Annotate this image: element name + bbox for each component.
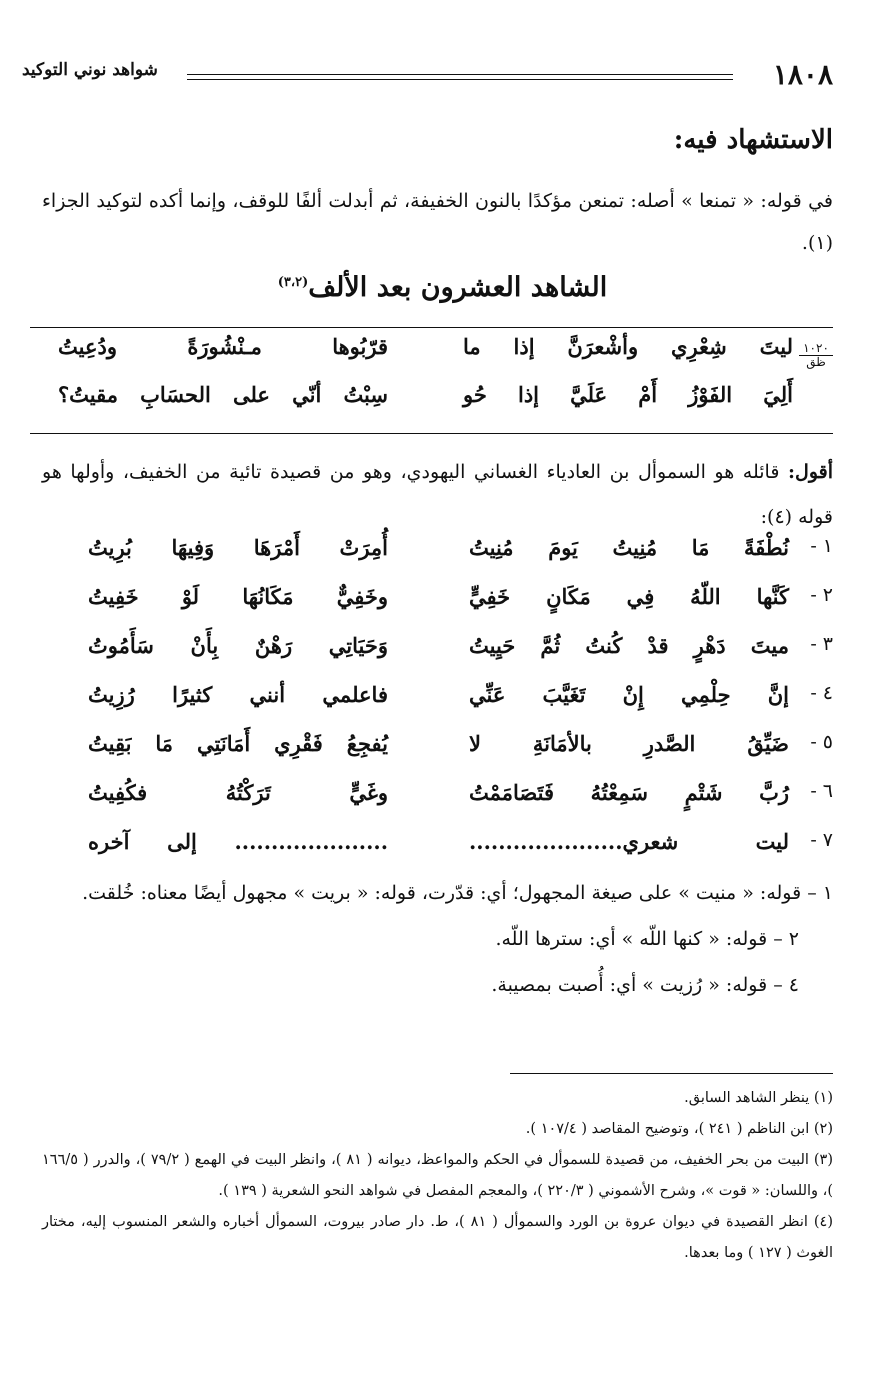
- footnote: (٢) ابن الناظم ( ٢٤١ )، وتوضيح المقاصد ( ١٠٧/٤ ).: [525, 1121, 833, 1137]
- commentary-text: قائله هو السموأل بن العادياء الغساني اليهودي، وهو من قصيدة تائية من الخفيف، وأولها هو قوله (٤):: [42, 461, 833, 528]
- verse-second-hemistich: سِبْتُ أنّي على الحسَابِ مقيتُ؟: [58, 382, 388, 407]
- poem-second-hemistich: وَحَيَاتِي رَهْنٌ بِأَنْ سَأَمُوتُ: [88, 633, 388, 658]
- poem-second-hemistich: فاعلمي أنني كثيرًا رُزِيتُ: [88, 682, 388, 707]
- poem-second-hemistich: وخَفِيٌّ مَكَانُهَا لَوْ خَفِيتُ: [88, 584, 388, 609]
- section-heading: الاستشهاد فيه:: [673, 125, 833, 155]
- poem: [88, 535, 833, 878]
- running-header: [22, 60, 833, 94]
- poem-second-hemistich: ..................... إلى آخره: [88, 829, 388, 854]
- intro-paragraph: في قوله: « تمنعا » أصله: تمنعن مؤكدًا بالنون الخفيفة، ثم أبدلت ألفًا للوقف، وإنما أكده لتوكيد الجزاء (١).: [42, 190, 833, 254]
- footnote: (٣) البيت من بحر الخفيف، من قصيدة للسموأل في الحكم والمواعظ، ديوانه ( ٨١ )، وانظر البيت في الهمع ( ٧٩/٢ )، والدرر ( ١٦٦/٥ )، واللسان: « قوت »، وشرح الأشموني ( ٢٢٠/٣ )، والمعجم المفصل في شواهد النحو الشعرية ( ١٣٩ ).: [42, 1152, 833, 1199]
- verse-row: [58, 382, 793, 426]
- poem-line-index: ٧ -: [810, 829, 833, 851]
- verse-first-hemistich: أَلِيَ الفَوْزُ أَمْ عَلَيَّ إذا حُو: [463, 382, 793, 407]
- verse-number: [799, 342, 833, 369]
- glossary-note: ٤ – قوله: « رُزيت » أي: أُصبت بمصيبة.: [491, 974, 799, 996]
- footnote: (١) ينظر الشاهد السابق.: [684, 1090, 833, 1106]
- poem-line-index: ١ -: [810, 535, 833, 557]
- poem-line: [88, 633, 833, 682]
- verse-second-hemistich: قرّبُوها مـنْشُورَةً ودُعِيتُ: [58, 334, 388, 359]
- poem-first-hemistich: كَنَّها اللّهُ فِي مَكَانٍ خَفِيٍّ: [469, 584, 789, 609]
- poem-first-hemistich: ضَيِّقُ الصَّدرِ بالأمَانَةِ لا: [469, 731, 789, 756]
- poem-first-hemistich: إنَّ حِلْمِي إِنْ تَغَيَّبَ عَنِّي: [469, 682, 789, 707]
- meter-abbrev: ظق: [806, 355, 826, 369]
- header-double-rule: [187, 74, 733, 80]
- poem-line-index: ٣ -: [810, 633, 833, 655]
- poem-second-hemistich: أُمِرَتْ أَمْرَهَا وَفِيهَا بُرِيتُ: [88, 535, 388, 560]
- poem-line-index: ٤ -: [810, 682, 833, 704]
- footnotes: [42, 1083, 833, 1269]
- poem-line-index: ٥ -: [810, 731, 833, 753]
- poem-line: [88, 535, 833, 584]
- footnote-separator: [510, 1073, 833, 1074]
- poem-line: [88, 780, 833, 829]
- page-number: ١٨٠٨: [772, 58, 833, 91]
- witness-verse-box: [30, 327, 833, 434]
- commentary-lead: أقول:: [788, 461, 833, 483]
- poem-first-hemistich: نُطْفَةً مَا مُنِيتُ يَومَ مُنِيتُ: [469, 535, 789, 560]
- poem-line-index: ٢ -: [810, 584, 833, 606]
- verse-first-hemistich: ليتَ شِعْرِي وأشْعرَنَّ إذا ما: [463, 334, 793, 359]
- glossary-note: ٢ – قوله: « كنها اللّه » أي: سترها اللّه.: [495, 928, 799, 950]
- poem-line: [88, 731, 833, 780]
- witness-title: [0, 272, 885, 303]
- poem-line-index: ٦ -: [810, 780, 833, 802]
- witness-footnote-refs: (٣،٢): [277, 275, 309, 290]
- running-title: شواهد نوني التوكيد: [22, 60, 158, 80]
- commentary-paragraph: [42, 450, 833, 540]
- verse-number-value: ١٠٢٠: [799, 342, 833, 356]
- verse-row: [58, 334, 793, 378]
- poem-second-hemistich: يُفجِعُ فَقْرِي أَمَانَتِي مَا بَقِيتُ: [88, 731, 388, 756]
- witness-title-text: الشاهد العشرون بعد الألف: [308, 272, 608, 303]
- poem-line: [88, 682, 833, 731]
- poem-first-hemistich: ليت شعري.....................: [469, 829, 789, 854]
- poem-line: [88, 584, 833, 633]
- poem-first-hemistich: ميتَ دَهْرٍ قدْ كُنتُ ثُمَّ حَيِيتُ: [469, 633, 789, 658]
- glossary-note: ١ – قوله: « منيت » على صيغة المجهول؛ أي: قدّرت، قوله: « بريت » مجهول أيضًا معناه: خُلقت.: [82, 882, 833, 904]
- footnote: (٤) انظر القصيدة في ديوان عروة بن الورد والسموأل ( ٨١ )، ط. دار صادر بيروت، السموأل أخباره والشعر المنسوب إليه، مختار الغوث ( ١٢٧ ) وما بعدها.: [42, 1214, 833, 1261]
- poem-first-hemistich: رُبَّ شَتْمٍ سَمِعْتُهُ فَتَصَامَمْتُ: [469, 780, 789, 805]
- poem-second-hemistich: وغَيٍّ تَرَكْتُهُ فكُفِيتُ: [88, 780, 388, 805]
- glossary-notes: [42, 870, 833, 1008]
